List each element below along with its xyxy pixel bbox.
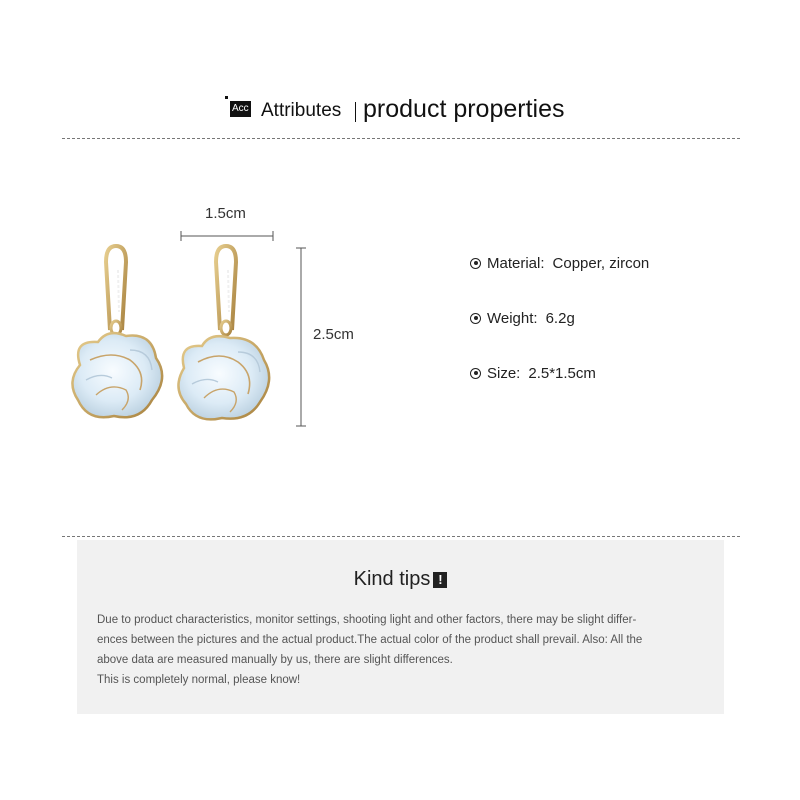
header-title-main: product properties	[363, 95, 565, 123]
right-earring	[178, 246, 269, 419]
property-value: 6.2g	[545, 310, 575, 327]
tips-title-row	[77, 568, 724, 591]
tips-body	[97, 610, 709, 690]
tips-line: ences between the pictures and the actual product.The actual color of the product shall prevail. Also: All the	[97, 634, 643, 646]
bullet-icon	[470, 368, 481, 379]
tips-line: Due to product characteristics, monitor settings, shooting light and other factors, there may be slight differ-	[97, 614, 637, 626]
property-label: Size:	[487, 365, 521, 382]
header-title-en: Attributes	[261, 100, 342, 121]
property-weight	[470, 310, 575, 332]
left-earring	[72, 246, 162, 417]
property-material	[470, 255, 649, 277]
exclamation-icon: !	[433, 572, 447, 588]
bullet-icon	[470, 258, 481, 269]
property-label: Material:	[487, 255, 545, 272]
height-dimension	[296, 248, 306, 426]
header-tag: Acc	[230, 101, 251, 117]
header-divider	[355, 102, 356, 122]
width-label: 1.5cm	[205, 205, 246, 222]
earrings-image	[60, 200, 380, 450]
property-label: Weight:	[487, 310, 538, 327]
tips-line: above data are measured manually by us, there are slight differences.	[97, 654, 453, 666]
property-value: Copper, zircon	[552, 255, 650, 272]
bottom-divider	[62, 536, 740, 537]
tips-title: Kind tips	[353, 568, 431, 590]
tips-line: This is completely normal, please know!	[97, 674, 301, 686]
top-divider	[62, 138, 740, 139]
height-label: 2.5cm	[313, 326, 354, 343]
property-size	[470, 365, 596, 387]
width-dimension	[181, 231, 273, 241]
kind-tips-panel	[77, 540, 724, 714]
section-header	[0, 94, 800, 128]
property-value: 2.5*1.5cm	[528, 365, 596, 382]
header-dot	[225, 96, 228, 99]
bullet-icon	[470, 313, 481, 324]
